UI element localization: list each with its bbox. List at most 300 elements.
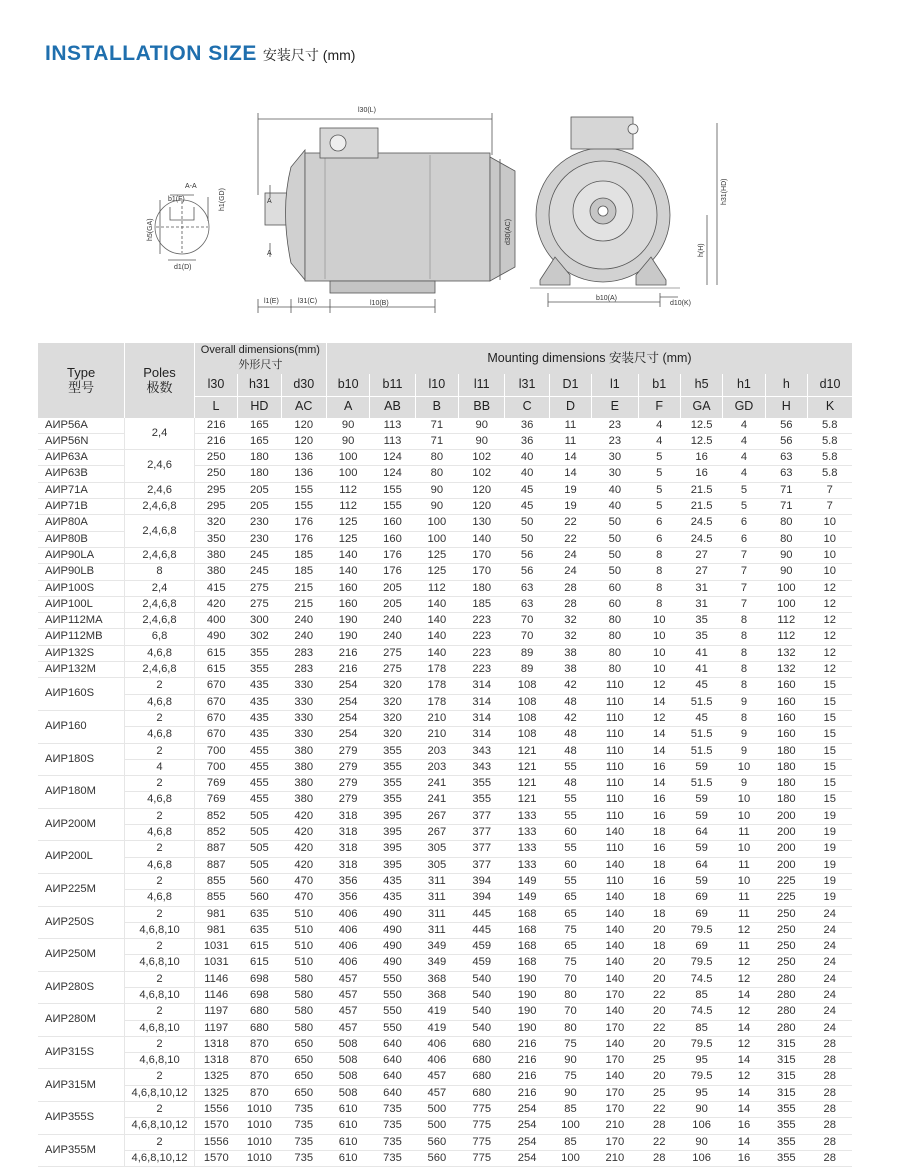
cell-value: 140 (592, 1004, 638, 1020)
cell-poles: 4,6,8,10,12 (125, 1085, 195, 1101)
cell-value: 20 (638, 1069, 680, 1085)
cell-value: 455 (238, 776, 281, 792)
cell-value: 79.5 (680, 955, 722, 971)
cell-value: 79.5 (680, 1069, 722, 1085)
cell-value: 540 (459, 987, 505, 1003)
cell-value: 775 (459, 1118, 505, 1134)
cell-value: 60 (592, 580, 638, 596)
cell-value: 216 (326, 645, 369, 661)
cell-value: 698 (238, 987, 281, 1003)
cell-value: 280 (765, 1020, 807, 1036)
table-row (38, 1102, 852, 1118)
cell-value: 10 (807, 564, 852, 580)
cell-value: 216 (505, 1036, 549, 1052)
cell-value: 8 (723, 645, 765, 661)
cell-value: 23 (592, 433, 638, 449)
table-body (38, 418, 852, 1167)
cell-value: 42 (549, 678, 591, 694)
cell-value: 560 (238, 890, 281, 906)
cell-value: 55 (549, 792, 591, 808)
cell-value: 19 (549, 482, 591, 498)
cell-value: 80 (415, 466, 458, 482)
cell-value: 855 (194, 873, 237, 889)
cell-value: 112 (326, 499, 369, 515)
cell-value: 14 (638, 694, 680, 710)
cell-value: 349 (415, 939, 458, 955)
cell-value: 190 (326, 629, 369, 645)
cell-value: 7 (723, 547, 765, 563)
cell-value: 216 (194, 418, 237, 434)
cell-value: 580 (281, 971, 326, 987)
cell-value: 300 (238, 613, 281, 629)
cell-value: 45 (680, 710, 722, 726)
table-row (38, 776, 852, 792)
column-code-9: E (592, 396, 638, 418)
table-row (38, 808, 852, 824)
cell-value: 121 (505, 792, 549, 808)
cell-value: 160 (765, 710, 807, 726)
cell-value: 16 (680, 466, 722, 482)
column-header-5: l10 (415, 374, 458, 397)
cell-value: 320 (370, 727, 415, 743)
cell-value: 200 (765, 808, 807, 824)
cell-value: 615 (194, 645, 237, 661)
cell-value: 59 (680, 759, 722, 775)
cell-type: AИP71B (38, 499, 125, 515)
cell-value: 355 (459, 792, 505, 808)
cell-value: 110 (592, 759, 638, 775)
cell-poles: 2 (125, 808, 195, 824)
cell-value: 113 (370, 433, 415, 449)
cell-value: 490 (194, 629, 237, 645)
cell-value: 11 (723, 906, 765, 922)
cell-value: 775 (459, 1134, 505, 1150)
cell-value: 225 (765, 873, 807, 889)
cell-value: 320 (370, 694, 415, 710)
cell-value: 457 (326, 987, 369, 1003)
cell-poles: 2,4 (125, 418, 195, 450)
cell-value: 59 (680, 841, 722, 857)
cell-value: 133 (505, 825, 549, 841)
cell-value: 330 (281, 694, 326, 710)
cell-value: 110 (592, 694, 638, 710)
cell-value: 1318 (194, 1053, 237, 1069)
cell-value: 1325 (194, 1085, 237, 1101)
cell-poles: 2 (125, 776, 195, 792)
cell-value: 55 (549, 808, 591, 824)
cell-poles: 4,6,8,10,12 (125, 1150, 195, 1166)
table-row (38, 1036, 852, 1052)
cell-value: 125 (415, 564, 458, 580)
cell-value: 11 (723, 857, 765, 873)
cell-value: 24 (807, 1020, 852, 1036)
dimension-table (38, 343, 852, 1167)
table-row (38, 662, 852, 678)
cell-value: 275 (370, 645, 415, 661)
cell-value: 318 (326, 808, 369, 824)
cell-poles: 2,4,6 (125, 482, 195, 498)
cell-value: 110 (592, 743, 638, 759)
cell-value: 155 (281, 482, 326, 498)
cell-value: 40 (592, 482, 638, 498)
cell-value: 210 (415, 727, 458, 743)
cell-value: 457 (415, 1069, 458, 1085)
cell-value: 1325 (194, 1069, 237, 1085)
column-header-14: d10 (807, 374, 852, 397)
cell-value: 216 (194, 433, 237, 449)
cell-value: 51.5 (680, 776, 722, 792)
cell-value: 10 (723, 808, 765, 824)
cell-value: 610 (326, 1102, 369, 1118)
cell-value: 50 (592, 515, 638, 531)
cell-poles: 2,4,6,8 (125, 613, 195, 629)
cell-value: 420 (281, 857, 326, 873)
cell-poles: 4,6,8,10,12 (125, 1118, 195, 1134)
cell-value: 64 (680, 857, 722, 873)
header-mounting: Mounting dimensions 安装尺寸 (mm) (326, 343, 852, 374)
cell-value: 320 (370, 678, 415, 694)
cell-value: 11 (549, 433, 591, 449)
table-row (38, 694, 852, 710)
cell-value: 887 (194, 857, 237, 873)
cell-value: 10 (807, 547, 852, 563)
cell-value: 540 (459, 971, 505, 987)
cell-value: 355 (765, 1150, 807, 1166)
cell-value: 510 (281, 955, 326, 971)
cell-value: 254 (505, 1118, 549, 1134)
cell-value: 406 (326, 922, 369, 938)
cell-poles: 4,6,8,10 (125, 955, 195, 971)
cell-value: 250 (765, 955, 807, 971)
cell-value: 1010 (238, 1102, 281, 1118)
cell-value: 10 (638, 629, 680, 645)
cell-value: 457 (326, 1020, 369, 1036)
cell-value: 887 (194, 841, 237, 857)
cell-value: 100 (415, 531, 458, 547)
cell-value: 160 (370, 515, 415, 531)
cell-value: 100 (549, 1118, 591, 1134)
cell-value: 140 (592, 939, 638, 955)
label-h31hd: h31(HD) (721, 178, 728, 205)
cell-value: 279 (326, 792, 369, 808)
cell-value: 870 (238, 1036, 281, 1052)
cell-value: 314 (459, 678, 505, 694)
cell-value: 680 (459, 1036, 505, 1052)
cell-value: 102 (459, 466, 505, 482)
cell-value: 170 (592, 1085, 638, 1101)
cell-poles: 6,8 (125, 629, 195, 645)
cell-value: 112 (415, 580, 458, 596)
cell-value: 38 (549, 662, 591, 678)
cell-value: 22 (638, 987, 680, 1003)
cell-value: 311 (415, 906, 458, 922)
header-type: Type 型号 (38, 343, 125, 418)
cell-value: 178 (415, 678, 458, 694)
cell-value: 8 (638, 564, 680, 580)
cell-value: 1318 (194, 1036, 237, 1052)
cell-value: 75 (549, 1036, 591, 1052)
cell-value: 420 (281, 825, 326, 841)
cell-value: 377 (459, 841, 505, 857)
cell-value: 315 (765, 1053, 807, 1069)
table-row (38, 792, 852, 808)
cell-value: 12 (723, 922, 765, 938)
table-row (38, 743, 852, 759)
cell-value: 615 (194, 662, 237, 678)
cell-value: 580 (281, 1004, 326, 1020)
table-row (38, 759, 852, 775)
cell-value: 12 (723, 1004, 765, 1020)
cell-value: 9 (723, 694, 765, 710)
cell-value: 110 (592, 792, 638, 808)
cell-value: 20 (638, 1036, 680, 1052)
cell-value: 330 (281, 710, 326, 726)
cell-value: 215 (281, 596, 326, 612)
cell-value: 71 (415, 418, 458, 434)
cell-value: 28 (807, 1102, 852, 1118)
cell-value: 550 (370, 1004, 415, 1020)
cell-value: 355 (238, 662, 281, 678)
cell-value: 355 (765, 1118, 807, 1134)
cell-value: 1556 (194, 1102, 237, 1118)
table-row (38, 922, 852, 938)
cell-value: 240 (281, 613, 326, 629)
cell-value: 176 (281, 531, 326, 547)
cell-value: 5 (723, 482, 765, 498)
cell-value: 20 (638, 971, 680, 987)
cell-value: 455 (238, 743, 281, 759)
cell-value: 190 (505, 1020, 549, 1036)
cell-poles: 4,6,8 (125, 727, 195, 743)
cell-value: 490 (370, 922, 415, 938)
cell-value: 90 (459, 418, 505, 434)
cell-value: 508 (326, 1085, 369, 1101)
cell-value: 8 (638, 547, 680, 563)
cell-value: 420 (281, 808, 326, 824)
cell-type: AИP250S (38, 906, 125, 939)
cell-value: 11 (549, 418, 591, 434)
cell-value: 406 (415, 1053, 458, 1069)
cell-value: 223 (459, 629, 505, 645)
cell-value: 14 (549, 450, 591, 466)
cell-value: 55 (549, 841, 591, 857)
cell-value: 100 (765, 596, 807, 612)
cell-value: 55 (549, 759, 591, 775)
cell-value: 5 (638, 450, 680, 466)
cell-value: 394 (459, 890, 505, 906)
cell-type: AИP180M (38, 776, 125, 809)
cell-poles: 8 (125, 564, 195, 580)
cell-value: 315 (765, 1036, 807, 1052)
cell-value: 356 (326, 890, 369, 906)
cell-value: 735 (370, 1102, 415, 1118)
cell-value: 140 (415, 596, 458, 612)
cell-value: 279 (326, 743, 369, 759)
cell-value: 12 (723, 955, 765, 971)
cell-value: 48 (549, 727, 591, 743)
cell-value: 10 (638, 662, 680, 678)
cell-value: 25 (638, 1053, 680, 1069)
cell-value: 110 (592, 710, 638, 726)
cell-type: AИP63B (38, 466, 125, 482)
cell-value: 35 (680, 629, 722, 645)
cell-poles: 2 (125, 1036, 195, 1052)
cell-value: 24 (807, 987, 852, 1003)
cell-poles: 4,6,8,10 (125, 922, 195, 938)
table-row (38, 890, 852, 906)
cell-value: 85 (549, 1134, 591, 1150)
cell-value: 1010 (238, 1150, 281, 1166)
cell-value: 80 (592, 629, 638, 645)
cell-value: 7 (807, 482, 852, 498)
cell-value: 24 (807, 1004, 852, 1020)
cell-value: 12.5 (680, 418, 722, 434)
cell-value: 615 (238, 939, 281, 955)
cell-value: 168 (505, 922, 549, 938)
cell-value: 10 (807, 515, 852, 531)
cell-poles: 4,6,8,10 (125, 987, 195, 1003)
cell-value: 22 (638, 1020, 680, 1036)
cell-value: 28 (638, 1150, 680, 1166)
cell-value: 355 (238, 645, 281, 661)
cell-value: 60 (549, 825, 591, 841)
cell-value: 8 (723, 710, 765, 726)
column-header-11: h5 (680, 374, 722, 397)
cell-value: 394 (459, 873, 505, 889)
cell-type: AИP280S (38, 971, 125, 1004)
table-row (38, 678, 852, 694)
cell-value: 71 (765, 482, 807, 498)
cell-poles: 4,6,8 (125, 857, 195, 873)
cell-value: 170 (592, 1020, 638, 1036)
cell-value: 254 (326, 694, 369, 710)
column-header-7: l31 (505, 374, 549, 397)
table-row (38, 1118, 852, 1134)
cell-value: 406 (326, 906, 369, 922)
cell-value: 155 (370, 499, 415, 515)
cell-value: 400 (194, 613, 237, 629)
cell-value: 28 (807, 1053, 852, 1069)
cell-value: 75 (549, 1069, 591, 1085)
cell-poles: 2,4,6,8 (125, 662, 195, 678)
cell-value: 445 (459, 922, 505, 938)
cell-value: 59 (680, 792, 722, 808)
cell-value: 27 (680, 564, 722, 580)
cell-value: 69 (680, 906, 722, 922)
cell-value: 176 (370, 547, 415, 563)
cell-value: 113 (370, 418, 415, 434)
cell-value: 24 (549, 547, 591, 563)
cell-type: AИP90LB (38, 564, 125, 580)
cell-value: 280 (765, 971, 807, 987)
cell-value: 80 (765, 531, 807, 547)
cell-value: 21.5 (680, 499, 722, 515)
column-header-1: h31 (238, 374, 281, 397)
cell-value: 203 (415, 759, 458, 775)
cell-value: 215 (281, 580, 326, 596)
cell-value: 41 (680, 662, 722, 678)
cell-value: 505 (238, 825, 281, 841)
cell-poles: 2,4,6,8 (125, 596, 195, 612)
cell-value: 16 (723, 1150, 765, 1166)
cell-value: 18 (638, 857, 680, 873)
cell-value: 680 (459, 1085, 505, 1101)
cell-value: 110 (592, 727, 638, 743)
cell-value: 100 (415, 515, 458, 531)
cell-value: 160 (765, 678, 807, 694)
cell-value: 80 (592, 645, 638, 661)
cell-value: 735 (281, 1150, 326, 1166)
cell-value: 140 (592, 922, 638, 938)
cell-value: 735 (281, 1102, 326, 1118)
cell-value: 16 (680, 450, 722, 466)
cell-value: 19 (549, 499, 591, 515)
cell-value: 90 (549, 1053, 591, 1069)
table-row (38, 971, 852, 987)
cell-value: 457 (415, 1085, 458, 1101)
cell-value: 380 (281, 792, 326, 808)
cell-poles: 4,6,8,10 (125, 1053, 195, 1069)
cell-value: 769 (194, 776, 237, 792)
cell-value: 355 (370, 743, 415, 759)
cell-value: 267 (415, 808, 458, 824)
cell-value: 50 (505, 515, 549, 531)
table-row (38, 564, 852, 580)
cell-value: 16 (638, 841, 680, 857)
cell-value: 24.5 (680, 531, 722, 547)
cell-value: 42 (549, 710, 591, 726)
cell-value: 20 (638, 1004, 680, 1020)
cell-value: 640 (370, 1036, 415, 1052)
cell-value: 60 (592, 596, 638, 612)
cell-value: 406 (326, 939, 369, 955)
cell-value: 45 (505, 499, 549, 515)
table-row (38, 939, 852, 955)
cell-value: 210 (592, 1150, 638, 1166)
cell-value: 680 (238, 1004, 281, 1020)
cell-value: 769 (194, 792, 237, 808)
cell-value: 490 (370, 939, 415, 955)
cell-value: 100 (549, 1150, 591, 1166)
cell-value: 14 (638, 776, 680, 792)
table-row (38, 418, 852, 434)
table-row (38, 499, 852, 515)
cell-value: 190 (326, 613, 369, 629)
cell-value: 9 (723, 776, 765, 792)
table-row (38, 645, 852, 661)
cell-value: 18 (638, 825, 680, 841)
cell-value: 36 (505, 418, 549, 434)
cell-value: 650 (281, 1053, 326, 1069)
cell-type: AИP355M (38, 1134, 125, 1167)
cell-value: 185 (281, 547, 326, 563)
cell-value: 8 (723, 678, 765, 694)
cell-value: 698 (238, 971, 281, 987)
cell-value: 640 (370, 1085, 415, 1101)
cell-value: 190 (505, 1004, 549, 1020)
cell-value: 14 (723, 1102, 765, 1118)
cell-value: 254 (505, 1102, 549, 1118)
table-row (38, 1053, 852, 1069)
cell-value: 18 (638, 906, 680, 922)
cell-value: 14 (723, 1053, 765, 1069)
cell-type: AИP250M (38, 939, 125, 972)
cell-value: 1197 (194, 1020, 237, 1036)
cell-poles: 4,6,8 (125, 694, 195, 710)
cell-value: 470 (281, 873, 326, 889)
cell-poles: 2 (125, 873, 195, 889)
cell-poles: 2 (125, 841, 195, 857)
